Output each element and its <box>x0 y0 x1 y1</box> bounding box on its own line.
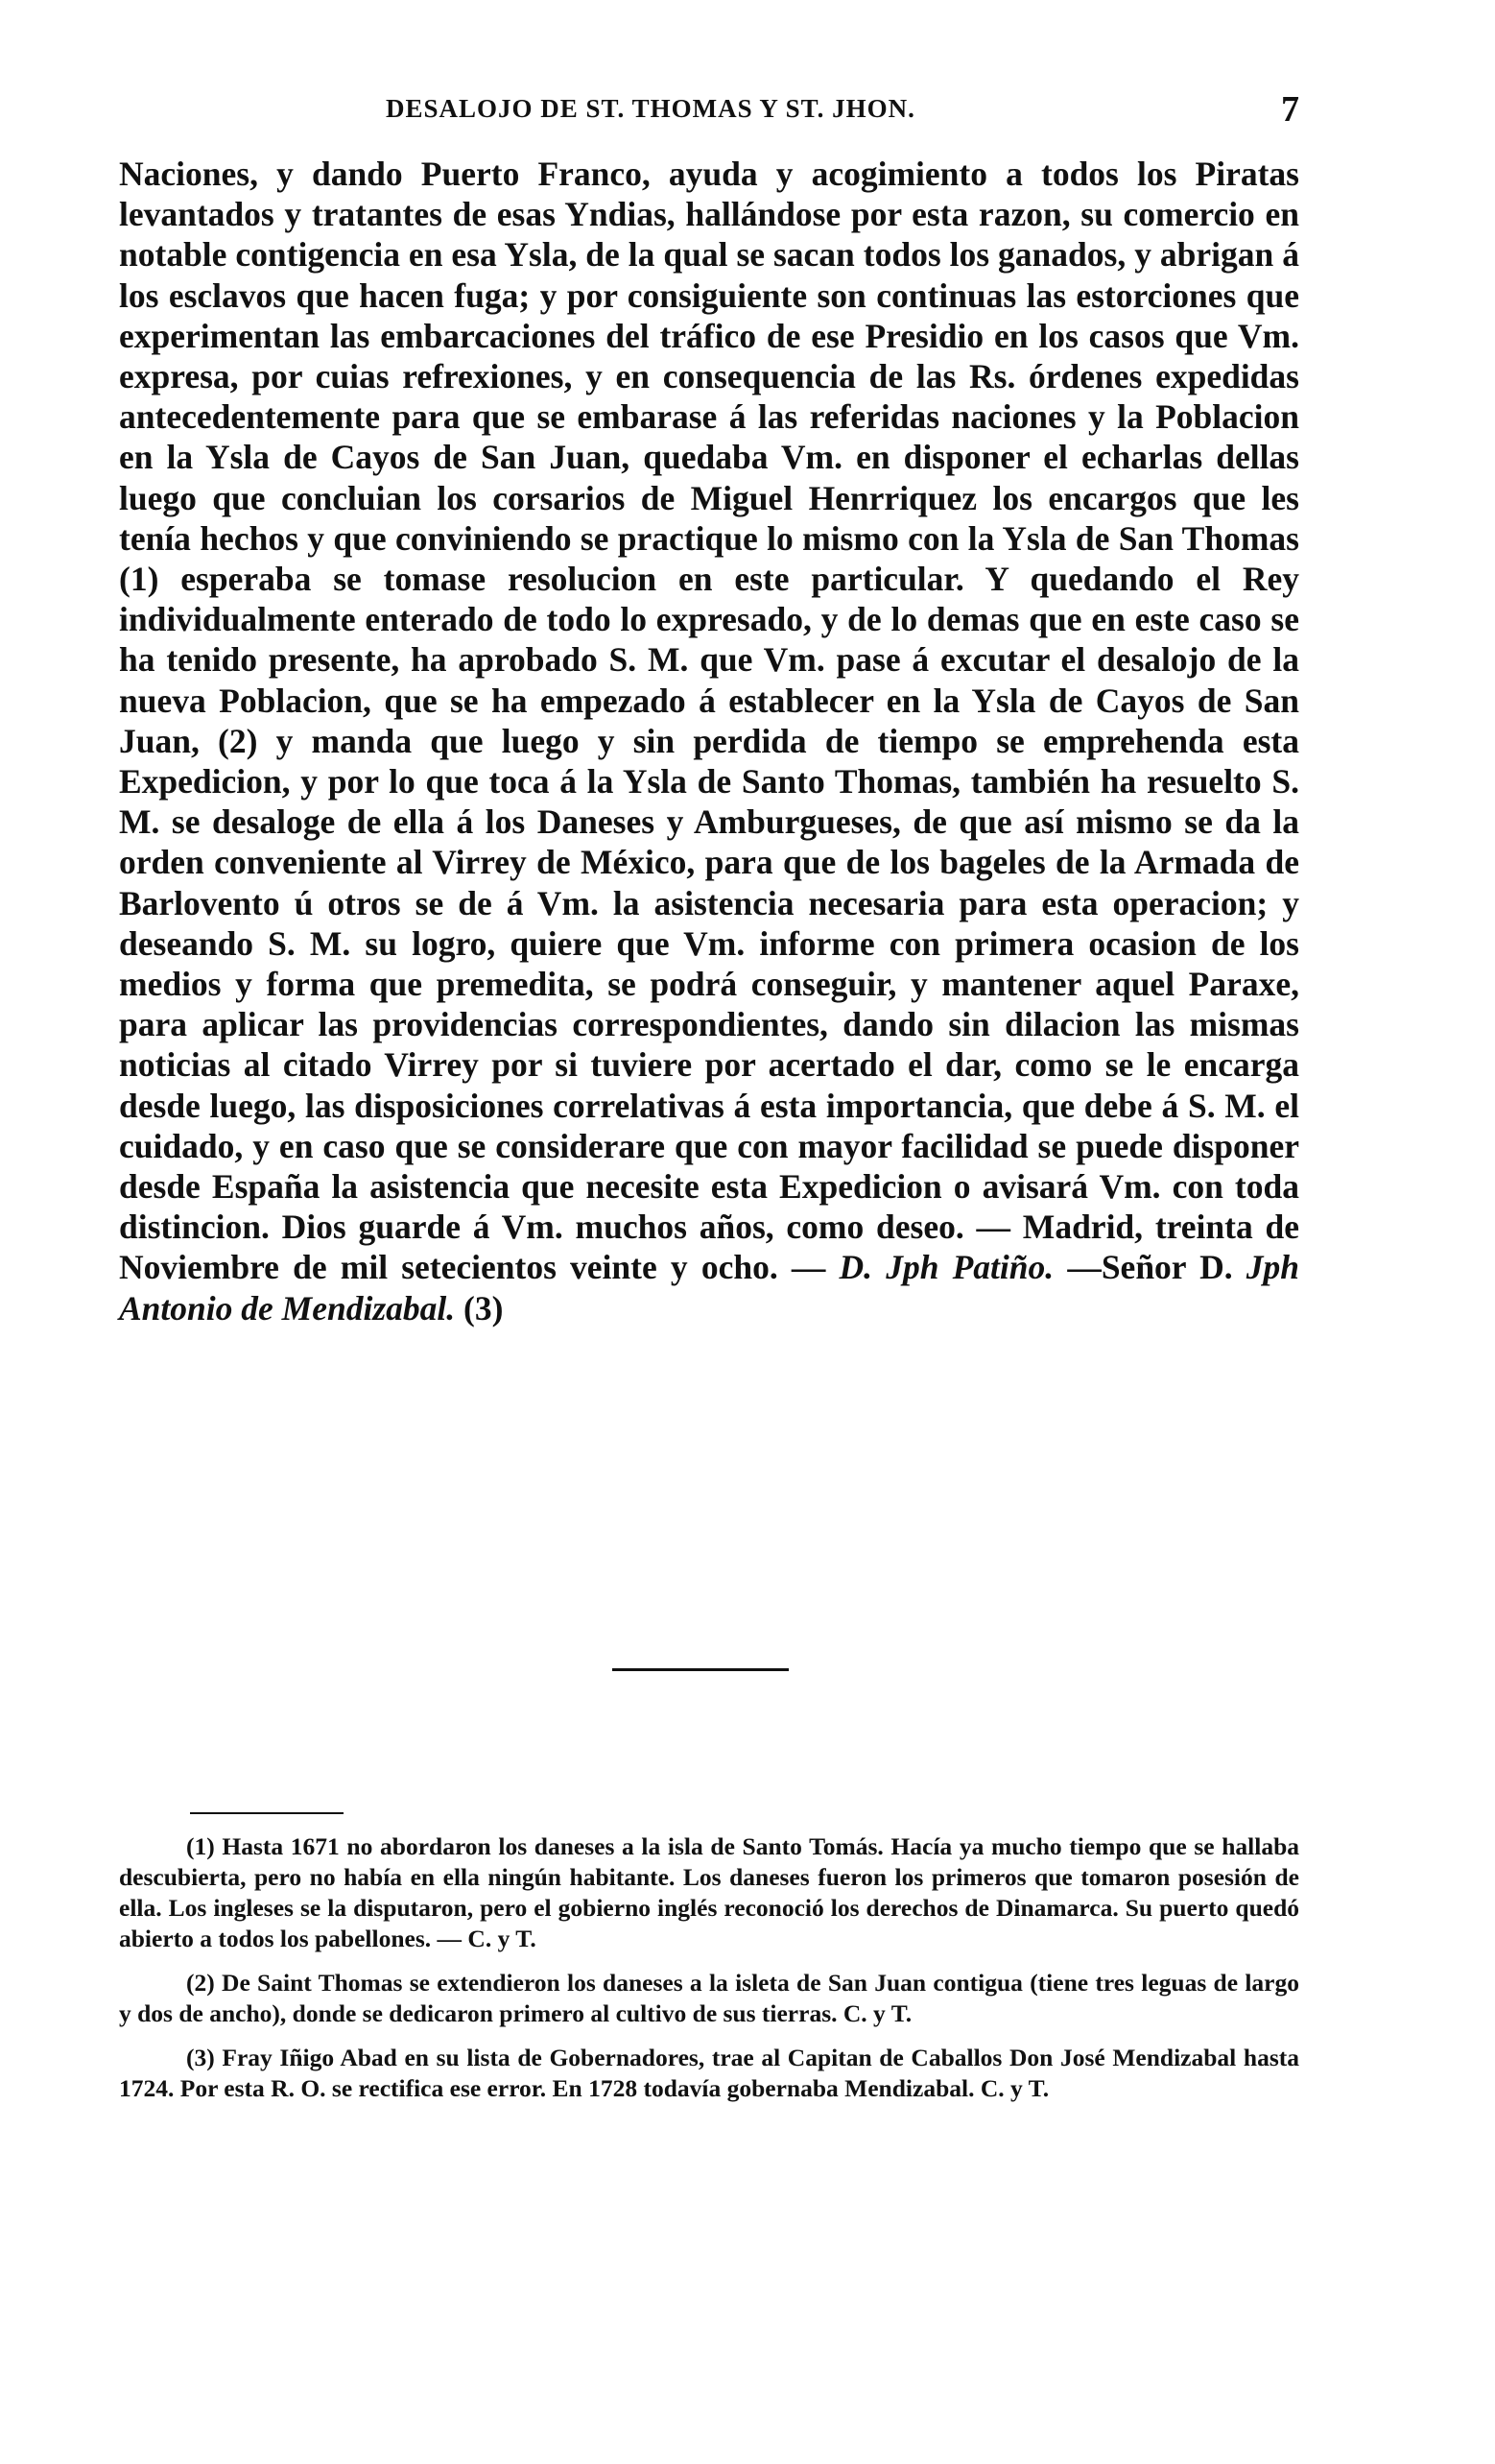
footnote-reference-3: (3) <box>463 1288 504 1328</box>
footnote-marker: (3) <box>186 2044 215 2071</box>
footnotes <box>119 1831 1299 2117</box>
footnote-1 <box>119 1831 1299 1954</box>
footnote-3 <box>119 2043 1299 2104</box>
footnote-text: Fray Iñigo Abad en su lista de Gobernadores, trae al Capitan de Caballos Don José Mendizabal hasta 1724. Por esta R. O. se rectifica ese error. En 1728 todavía gobernaba Mendizabal. C. y T. <box>119 2044 1299 2102</box>
signature-patino: D. Jph Patiño. <box>839 1248 1055 1287</box>
footnote-text: Hasta 1671 no abordaron los daneses a la isla de Santo Tomás. Hacía ya mucho tiempo que se hallaba descubierta, pero no había en ella ningún habitante. Los daneses fueron los primeros que tomaron posesión de ella. Los ingleses se la disputaron, pero el gobierno inglés reconoció los derechos de Dinamarca. Su puerto quedó abierto a todos los pabellones. — C. y T. <box>119 1832 1300 1952</box>
footnote-separator <box>190 1812 344 1814</box>
main-text <box>119 154 1299 1328</box>
end-of-text-rule <box>612 1668 789 1671</box>
footnote-marker: (1) <box>186 1832 215 1860</box>
body-paragraph <box>119 154 1299 1328</box>
body-text: Naciones, y dando Puerto Franco, ayuda y acogimiento a todos los Piratas levantados y tratantes de esas Yndias, hallándose por esta razon, su comercio en notable contigencia en esa Ysla, de la qual se sacan todos los ganados, y abrigan á los esclavos que hacen fuga; y por consiguiente son continuas las estorciones que experimentan las embarcaciones del tráfico de ese Presidio en los casos que Vm. expresa, por cuias refrexiones, y en consequencia de las Rs. órdenes expedidas antecedentemente para que se embarase á las referidas naciones y la Poblacion en la Ysla de Cayos de San Juan, quedaba Vm. en disponer el echarlas dellas luego que concluian los corsarios de Miguel Henrriquez los encargos que les tenía hechos y que conviniendo se practique lo mismo con la Ysla de San Thomas (1) esperaba se tomase resolucion en este particular. Y quedando el Rey individualmente enterado de todo lo expresado, y de lo demas que en este caso se ha tenido presente, ha aprobado S. M. que Vm. pase á excutar el desalojo de la nueva Poblacion, que se ha empezado á establecer en la Ysla de Cayos de San Juan, (2) y manda que luego y sin perdida de tiempo se emprehenda esta Expedicion, y por lo que toca á la Ysla de Santo Thomas, también ha resuelto S. M. se desaloge de ella á los Daneses y Amburgueses, de que así mismo se da la orden conveniente al Virrey de México, para que de los bageles de la Armada de Barlovento ú otros se de á Vm. la asistencia necesaria para esta operacion; y deseando S. M. su logro, quiere que Vm. informe con primera ocasion de los medios y forma que premedita, se podrá conseguir, y mantener aquel Paraxe, para aplicar las providencias correspondientes, dando sin dilacion las mismas noticias al citado Virrey por si tuviere por acertado el dar, como se le encarga desde luego, las disposiciones correlativas á esta importancia, que debe á S. M. el cuidado, y en caso que se considerare que con mayor facilidad se puede disponer desde España la asistencia que necesite esta Expedicion o avisará Vm. con toda distincion. Dios guarde á Vm. muchos años, como deseo. — Madrid, treinta de Noviembre de mil setecientos veinte y ocho. — <box>119 155 1299 1287</box>
footnote-text: De Saint Thomas se extendieron los daneses a la isleta de San Juan contigua (tiene tres leguas de largo y dos de ancho), donde se dedicaron primero al cultivo de sus tierras. C. y T. <box>119 1969 1299 2027</box>
footnote-2 <box>119 1968 1299 2029</box>
running-head: DESALOJO DE ST. THOMAS Y ST. JHON. <box>386 94 915 123</box>
signature-mendizabal: Jph Antonio de Mendizabal. <box>119 1248 1300 1328</box>
addressee-salutation: —Señor D. <box>1067 1248 1233 1287</box>
page-header <box>127 89 1299 142</box>
footnote-marker: (2) <box>186 1969 215 1997</box>
page-number: 7 <box>1281 89 1299 130</box>
